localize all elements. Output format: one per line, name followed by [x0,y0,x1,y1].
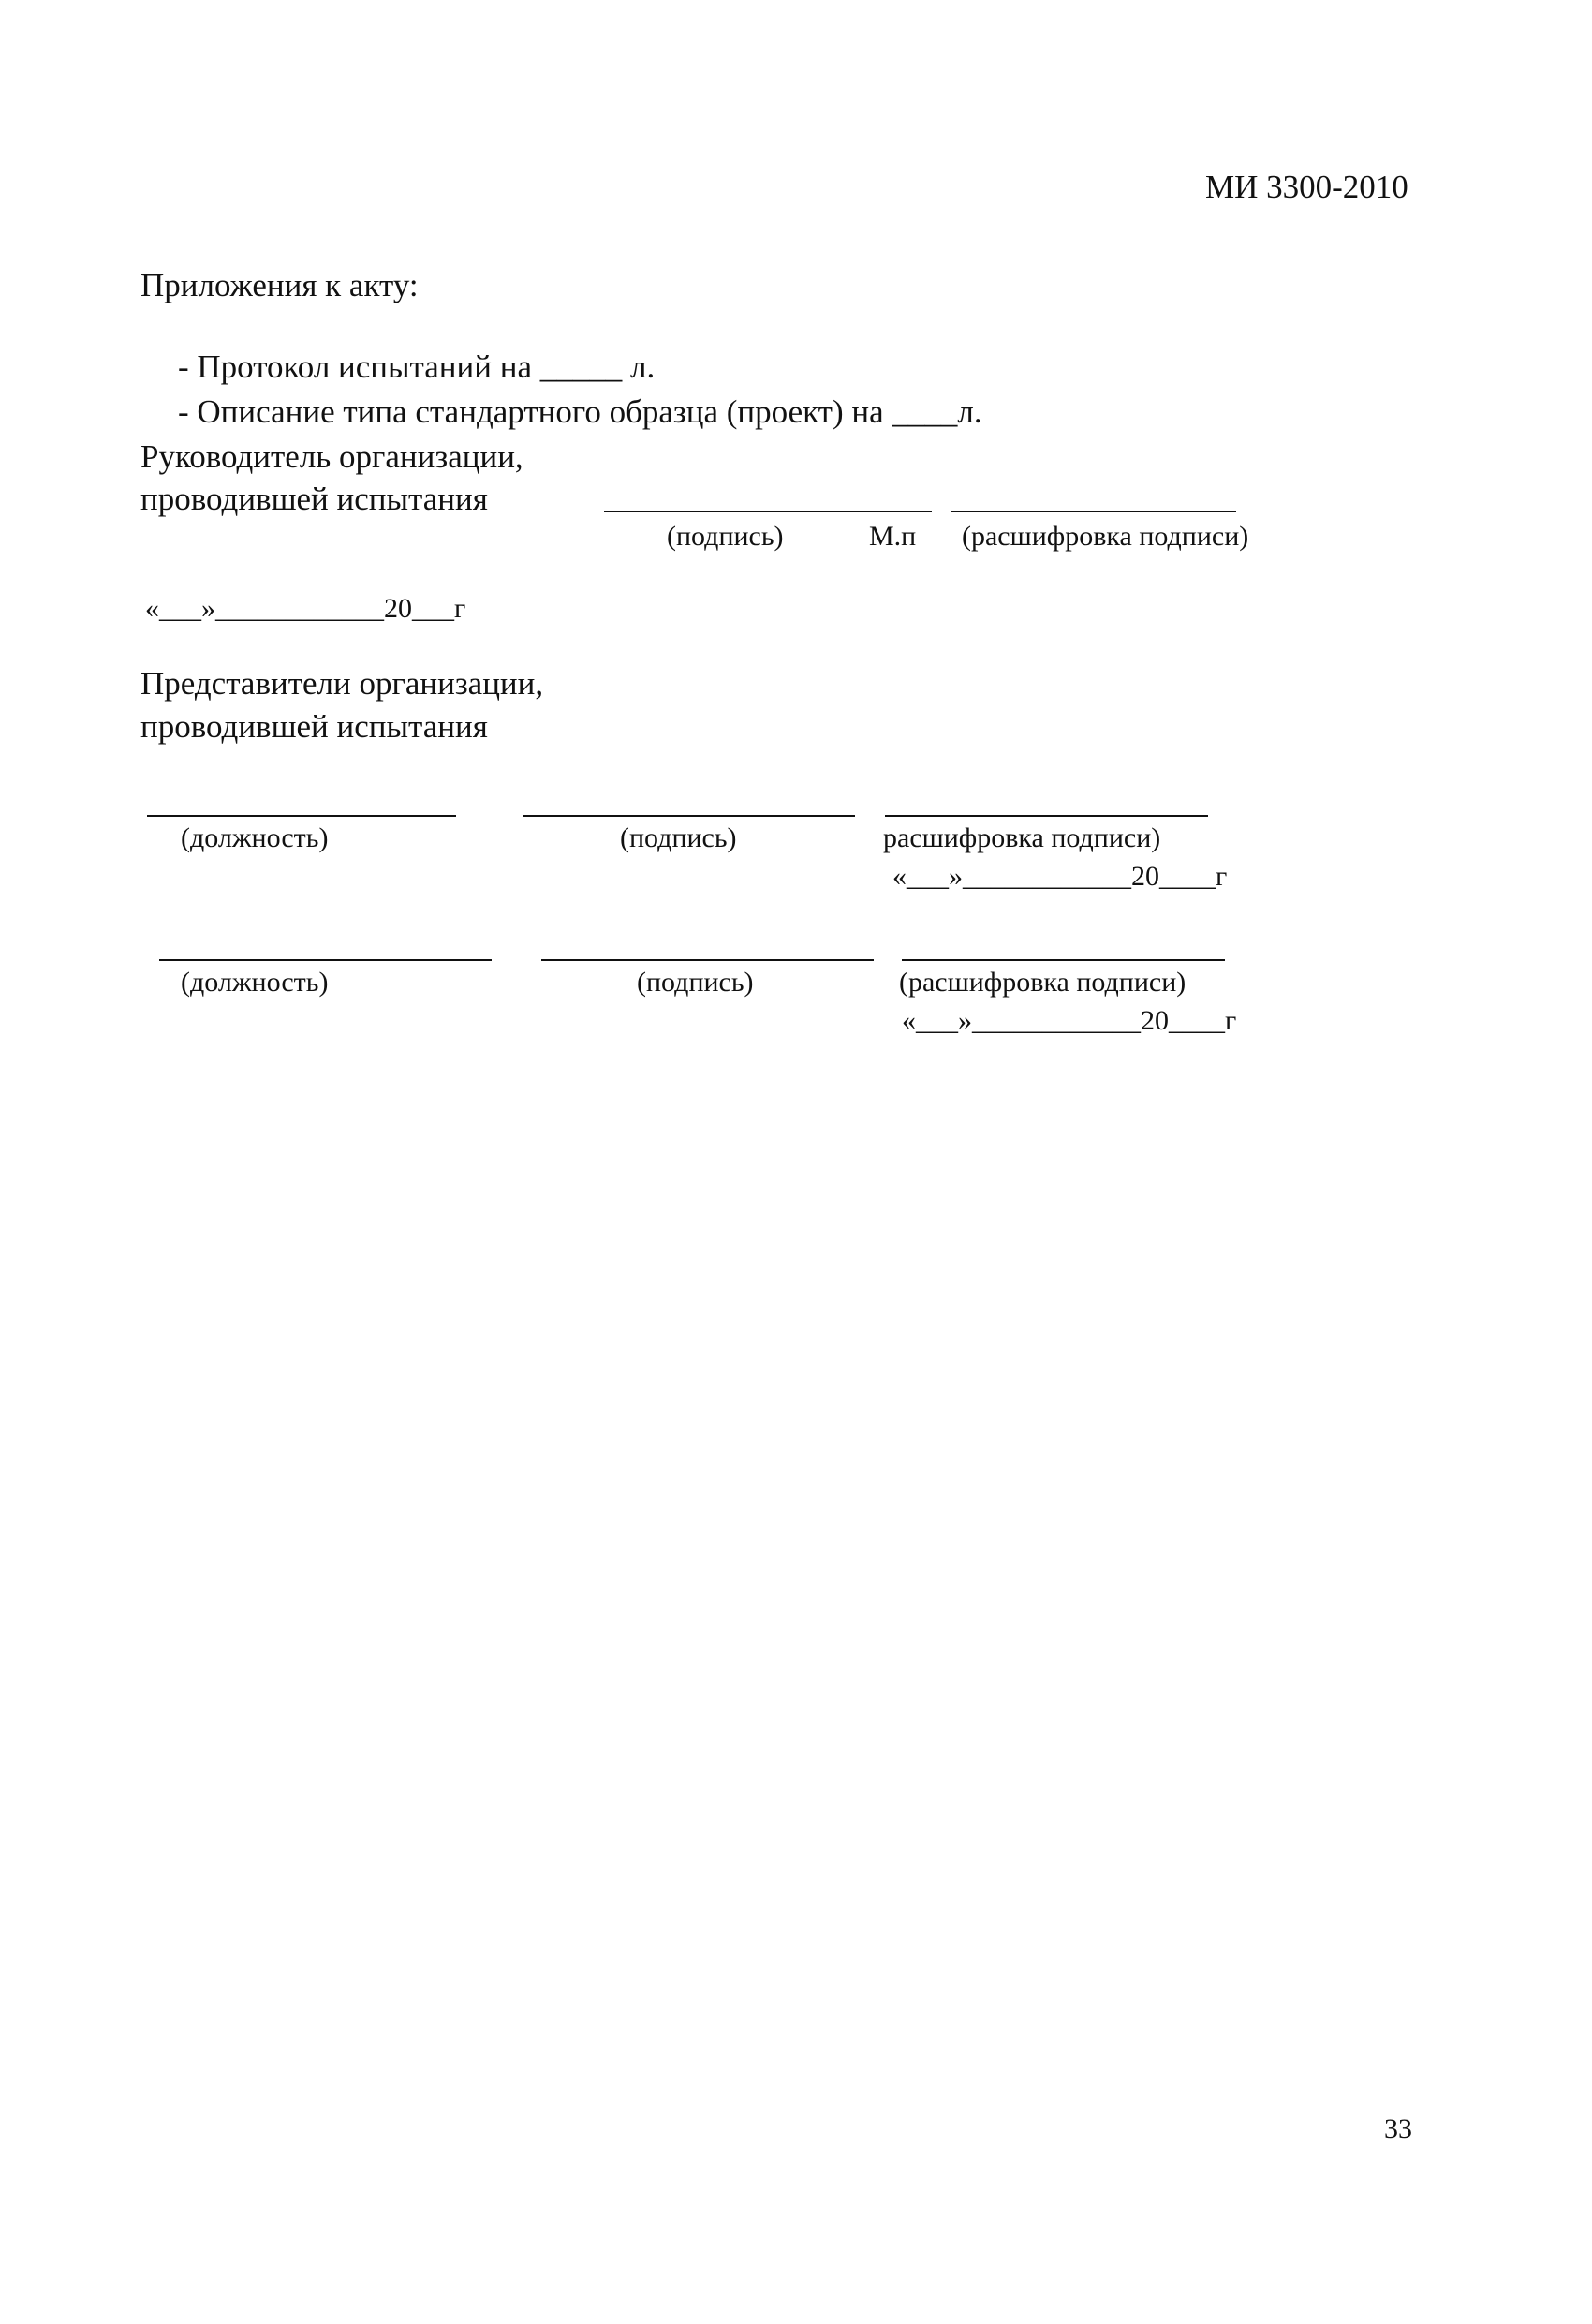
head-signature-line [604,511,932,512]
appendix-item-protocol: - Протокол испытаний на _____ л. [178,348,656,385]
appendix-title: Приложения к акту: [140,267,419,303]
rep1-decode-caption: расшифровка подписи) [883,822,1161,853]
page-number: 33 [1384,2113,1412,2144]
rep2-decode-line [902,959,1225,961]
rep2-signature-line [541,959,874,961]
head-decode-line [951,511,1236,512]
document-code: МИ 3300-2010 [1205,169,1408,205]
rep1-position-line [147,815,456,817]
rep2-position-line [159,959,492,961]
head-label-line2: проводившей испытания [140,481,488,517]
reps-label-line2: проводившей испытания [140,708,488,745]
stamp-caption: М.п [869,521,917,552]
reps-label-line1: Представители организации, [140,665,544,702]
rep1-date-field: «___»____________20____г [892,861,1228,892]
appendix-item-description: - Описание типа стандартного образца (проект) на ____л. [178,393,982,430]
rep2-date-field: «___»____________20____г [902,1005,1237,1036]
rep1-position-caption: (должность) [181,822,329,853]
rep2-position-caption: (должность) [181,967,329,998]
rep2-signature-caption: (подпись) [637,967,754,998]
rep1-signature-line [523,815,855,817]
head-decode-caption: (расшифровка подписи) [962,521,1249,552]
head-label-line1: Руководитель организации, [140,438,523,475]
head-signature-caption: (подпись) [667,521,784,552]
rep2-decode-caption: (расшифровка подписи) [899,967,1187,998]
rep1-signature-caption: (подпись) [620,822,737,853]
head-date-field: «___»____________20___г [145,593,466,624]
rep1-decode-line [885,815,1208,817]
